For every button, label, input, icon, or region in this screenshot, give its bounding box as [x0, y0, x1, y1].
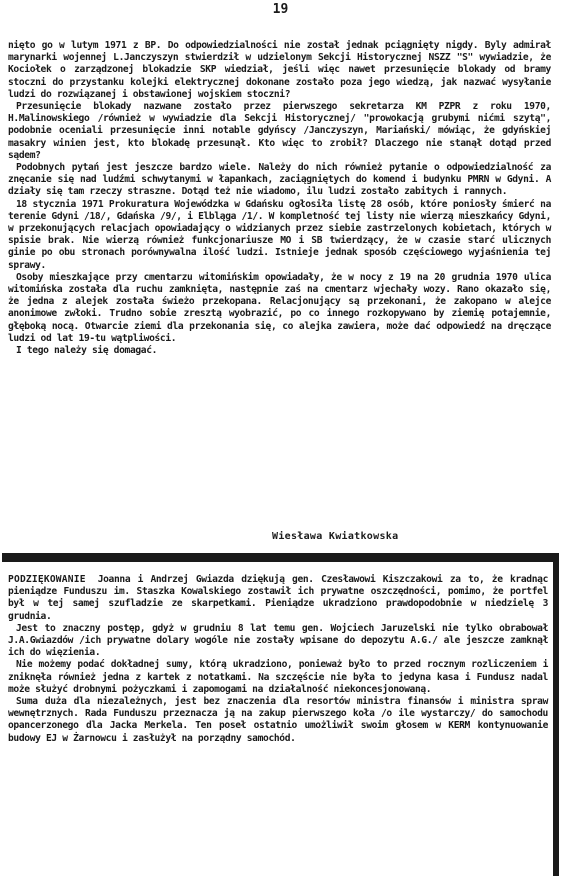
article-body: [8, 40, 551, 357]
article-paragraph: Podobnych pytań jest jeszcze bardzo wiele. Należy do nich również pytanie o odpowiedzialność za znęcanie się nad ludźmi schwytanymi w łapankach, zaciągniętych do komend i budynku PMRN w Gdyni. A działy się tam rzeczy straszne. Dotąd też nie wiadomo, ilu ludzi zostało zabitych i rannych.: [8, 162, 551, 198]
article-paragraph: 18 stycznia 1971 Prokuratura Wojewódzka w Gdańsku ogłosiła listę 28 osób, które poniosły śmierć na terenie Gdyni /18/, Gdańska /9/, i Elbląga /1/. W kompletność tej listy nie wierzą mieszkańcy Gdyni, w przekonujących relacjach opowiadający o widzianych przez siebie zastrzelonych kobietach, których w spisie brak. Nie wierzą również funkcjonariusze MO i SB twierdzący, że w czasie starć ulicznych ginie po obu stronach porównywalna ilość ludzi. Istnieje jednak sposób częściowego wyjaśnienia tej sprawy.: [8, 198, 551, 271]
notice-section: [8, 574, 548, 745]
notice-paragraph: Jest to znaczny postęp, gdyż w grudniu 8 lat temu gen. Wojciech Jaruzelski nie tylko obrabował J.A.Gwiazdów /ich prywatne dolary wogóle nie zostały wpisane do depozytu A.G./ ale jeszcze zamknął ich do więzienia.: [8, 622, 548, 659]
page-number: 19: [272, 2, 289, 17]
notice-heading: PODZIĘKOWANIE: [8, 574, 86, 585]
article-paragraph: I tego należy się domagać.: [16, 345, 158, 357]
right-border: [553, 553, 559, 876]
notice-paragraph: Suma duża dla niezależnych, jest bez znaczenia dla resortów ministra finansów i ministra spraw wewnętrznych. Rada Funduszu przeznacza ją na zakup pierwszego koła /o ile wystarczy/ do samochodu opancerzonego dla Jacka Merkela. Ten poseł ostatnio umożliwił swoim głosem w KERM kontynuowanie budowy EJ w Żarnowcu i zasłużył na porządny samochód.: [8, 696, 548, 744]
section-divider: [2, 553, 559, 562]
author-signature: Wiesława Kwiatkowska: [272, 531, 399, 542]
notice-paragraph: [8, 574, 548, 623]
notice-paragraph-text: Joanna i Andrzej Gwiazda dziękują gen. Czesławowi Kiszczakowi za to, że kradnąc pieniądze Funduszu im. Staszka Kowalskiego zostawił ich prywatne oszczędności, pomimo, że portfel był w tej samej szufladzie ze skarpetkami. Pieniądze ukradziono prawdopodobnie w niedzielę 3 grudnia.: [8, 574, 548, 622]
article-paragraph: Osoby mieszkające przy cmentarzu witomińskim opowiadały, że w nocy z 19 na 20 grudnia 1970 ulica witomińska została dla ruchu zamknięta, następnie zaś na cmentarz wjechały wozy. Rano okazało się, że jedna z alejek została świeżo przekopana. Relacjonujący są przekonani, że zakopano w alejce anonimowe zwłoki. Trudno sobie zresztą wyobrazić, po co innego rozkopywano by ziemię potajemnie, głęboką nocą. Otwarcie ziemi dla przekonania się, co alejka zawiera, może dać odpowiedź na dręczące ludzi od lat 19-tu wątpliwości.: [8, 271, 551, 344]
article-paragraph: nięto go w lutym 1971 z BP. Do odpowiedzialności nie został jednak pciągnięty nigdy. Byly admirał marynarki wojennej L.Janczyszyn stwierdził w udzielonym Sekcji Historycznej NSZZ "S" wywiadzie, że Kociołek o zarządzonej blokadzie SKP wiedział, jeśli więc nawet przesunięcie blokady od bramy stoczni do przystanku kolejki elektrycznej dokonane zostało poza jego wiedzą, jak nazwać wysyłanie ludzi do rozwiązanej i obstawionej wojskiem stoczni?: [8, 40, 551, 100]
article-paragraph: Przesunięcie blokady nazwane zostało przez pierwszego sekretarza KM PZPR z roku 1970, H.Malinowskiego /również w wywiadzie dla Sekcji Historycznej/ "prowokacją grubymi nićmi szytą", podobnie oceniali przesunięcie inni notable gdyńscy /Janczyszyn, Mariański/ mówiąc, że gdyńskiej masakry winien jest, kto blokadę przesunął. Kto więc to zrobił? Dlaczego nie stanął dotąd przed sądem?: [8, 101, 551, 161]
notice-paragraph: Nie możemy podać dokładnej sumy, którą ukradziono, ponieważ było to przed rocznym rozliczeniem i zniknęła również jedna z kartek z notatkami. Na szczęście nie była to jedyna kasa i Fundusz nadal może służyć drobnymi pożyczkami i zapomogami na działalność niekoncesjonowaną.: [8, 659, 548, 695]
